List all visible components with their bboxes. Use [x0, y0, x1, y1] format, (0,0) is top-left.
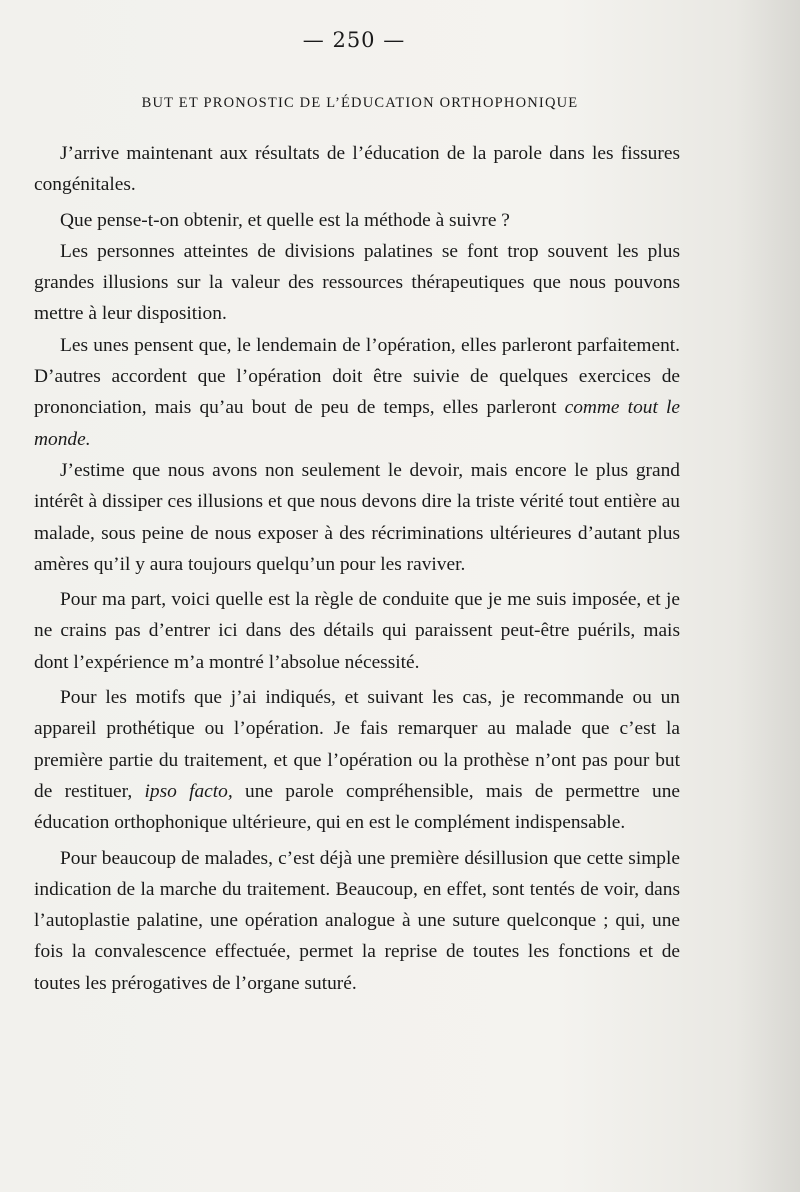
paragraph-4-italic: comme tout le monde.: [34, 397, 680, 450]
paragraph-3: Les personnes atteintes de divisions palatines se font trop souvent les plus grandes illusions sur la valeur des ressources thérapeutiques que nous pouvons mettre à leur disposition.: [34, 240, 680, 325]
paragraph-4: [34, 330, 680, 455]
paragraph-1: J’arrive maintenant aux résultats de l’éducation de la parole dans les fissures congénitales.: [34, 143, 680, 196]
paragraph-4-text: Les unes pensent que, le lendemain de l’opération, elles parleront parfaitement. D’autres accordent que l’opération doit être suivie de quelques exercices de prononciation, mais qu’au bout de peu de temps, elles parleront: [34, 334, 680, 419]
body-text: [34, 138, 680, 999]
running-head: BUT ET PRONOSTIC DE L’ÉDUCATION ORTHOPHONIQUE: [141, 95, 579, 111]
page-number: — 250 —: [302, 28, 406, 52]
paragraph-7-italic: ipso facto,: [144, 780, 233, 802]
paragraph-8: Pour beaucoup de malades, c’est déjà une première désillusion que cette simple indication de la marche du traitement. Beaucoup, en effet, sont tentés de voir, dans l’autoplastie palatine, une opération analogue à une suture quelconque ; qui, une fois la convalescence effectuée, permet la reprise de toutes les fonctions et de toutes les prérogatives de l’organe suturé.: [34, 847, 680, 994]
paragraph-6: Pour ma part, voici quelle est la règle de conduite que je me suis imposée, et je ne crains pas d’entrer ici dans des détails qui paraissent peut-être puérils, mais dont l’expérience m’a montré l’absolue nécessité.: [34, 589, 680, 673]
paragraph-2: Que pense-t-on obtenir, et quelle est la méthode à suivre ?: [60, 209, 510, 231]
paragraph-5: J’estime que nous avons non seulement le devoir, mais encore le plus grand intérêt à dissiper ces illusions et que nous devons dire la triste vérité tout entière au malade, sous peine de nous exposer à des récriminations ultérieures d’autant plus amères qu’il y aura toujours quelqu’un pour les raviver.: [34, 459, 680, 575]
paragraph-7: [34, 682, 680, 838]
paragraph-7-text: Pour les motifs que j’ai indiqués, et suivant les cas, je recommande ou un appareil prothétique ou l’opération. Je fais remarquer au malade que c’est la première partie du traitement, et que l’opération ou la prothèse n’ont pas pour but de restituer,: [34, 687, 680, 802]
paragraph-7-tail: une parole compréhensible, mais de permettre une éducation orthophonique ultérieure, qui en est le complément indispensable.: [34, 780, 680, 834]
